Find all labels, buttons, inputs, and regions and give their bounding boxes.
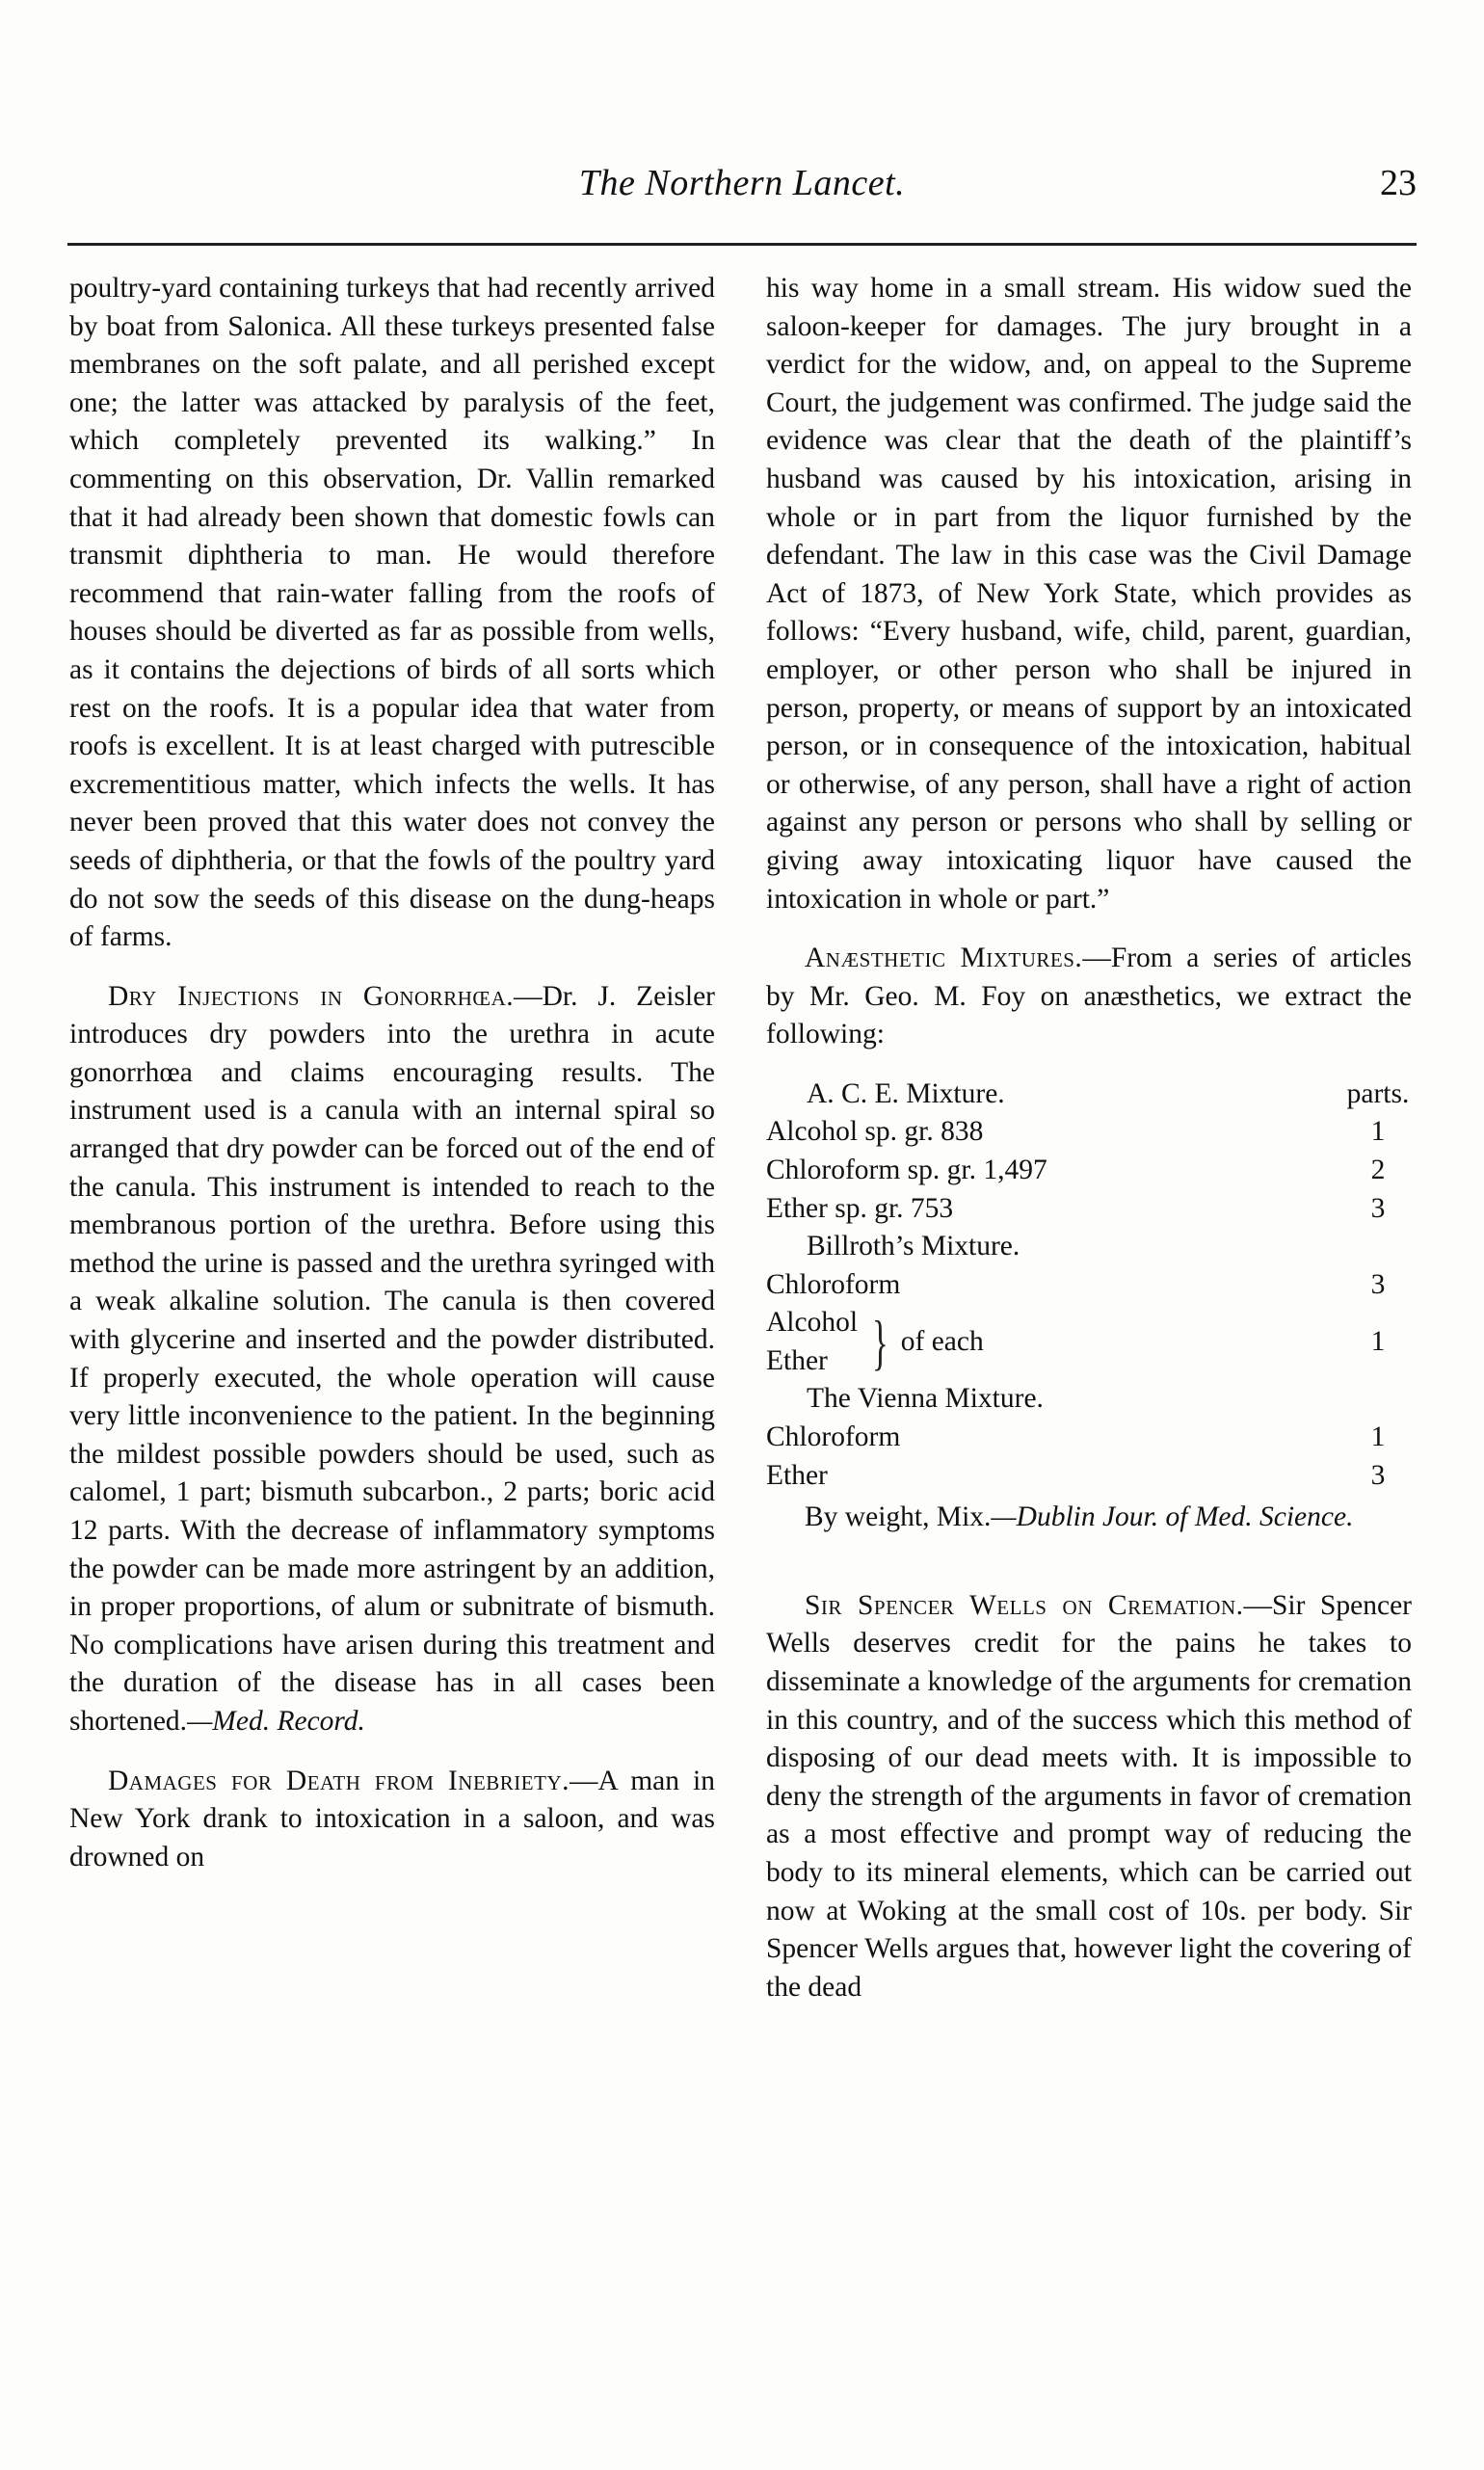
wells-article xyxy=(766,1587,1412,2007)
table-row xyxy=(766,1076,1412,1114)
right-column xyxy=(766,270,1412,2028)
wells-heading: Sir Spencer Wells on Cremation. xyxy=(805,1589,1244,1621)
table-row xyxy=(766,1190,1412,1229)
ingredient-parts: 3 xyxy=(1370,1459,1386,1491)
of-each-label: of each xyxy=(900,1326,984,1358)
ingredient-parts: 1 xyxy=(1370,1421,1386,1453)
footnote-source: —Dublin Jour. of Med. Science. xyxy=(991,1501,1354,1533)
damages-body: —A man in New York drank to intoxication in a saloon, and was drowned on xyxy=(69,1765,715,1872)
section-spacer xyxy=(766,1558,1412,1587)
ingredient-parts: 1 xyxy=(1370,1326,1386,1358)
ingredient-name: Ether xyxy=(766,1344,828,1376)
ingredient-name: Alcohol xyxy=(766,1307,859,1339)
anaesthetic-article xyxy=(766,940,1412,1054)
ingredient-name: Alcohol sp. gr. 838 xyxy=(766,1116,984,1148)
table-row xyxy=(766,1113,1412,1152)
damages-continued: his way home in a small stream. His widow sued the saloon-keeper for damages. The jury brought in a verdict for the widow, and, on appeal to the Supreme Court, the judgement was confirmed. The judge said the evidence was clear that the death of the plaintiff’s husband was caused by his intoxication, arising in whole or in part from the liquor furnished by the defendant. The law in this case was the Civil Damage Act of 1873, of New York State, which provides as follows: “Every husband, wife, child, parent, guardian, employer, or other person who shall be injured in person, property, or means of support by an intoxicated person, or in consequence of the intoxication, habitual or otherwise, of any person, shall have a right of action against any person or persons who shall by selling or giving away intoxicating liquor have caused the intoxication in whole or part.” xyxy=(766,273,1412,915)
ace-title: A. C. E. Mixture. xyxy=(807,1077,1005,1109)
running-title: The Northern Lancet. xyxy=(578,163,906,203)
brace-glyph: } xyxy=(871,1307,888,1376)
brace-names xyxy=(766,1304,858,1380)
parts-label: parts. xyxy=(1346,1077,1410,1109)
dry-injections-body: —Dr. J. Zeisler introduces dry powders into the urethra in acute gonorrhœa and claims encouraging results. The instrument used is a canula with an internal spiral so arranged that dry powder can be forced out of the end of the canula. This instrument is intended to reach to the membranous portion of the urethra. Before using this method the urine is passed and the urethra syringed with a weak alkaline solution. The canula is then covered with glycerine and inserted and the powder distributed. If properly executed, the whole operation will cause very little inconvenience to the patient. In the beginning the mildest possible powders should be used, such as calomel, 1 part; bismuth subcarbon., 2 parts; boric acid 12 parts. With the decrease of inflammatory symptoms the powder can be made more astringent by an addition, in proper proportions, of alum or subnitrate of bismuth. No complications have arisen during this treatment and the duration of the disease has in all cases been shortened. xyxy=(69,980,716,1737)
ingredient-name: Chloroform xyxy=(766,1268,901,1300)
anaesthetic-heading: Anæsthetic Mixtures. xyxy=(805,943,1083,974)
continued-paragraph: poultry-yard containing turkeys that had recently arrived by boat from Salonica. All these turkeys presented false membranes on the soft palate, and all perished except one; the latter was attacked by paralysis of the feet, which completely prevented its walking.” In commenting on this observation, Dr. Vallin remarked that it had already been shown that domestic fowls can transmit diphtheria to man. He would therefore recommend that rain-water falling from the roofs of houses should be diverted as far as possible from wells, as it contains the dejections of birds of all sorts which rest on the roofs. It is a popular idea that water from roofs is excellent. It is at least charged with putrescible excrementitious matter, which infects the wells. It has never been proved that this water does not convey the seeds of diphtheria, or that the fowls of the poultry yard do not sow the seeds of this disease on the dung-heaps of farms. xyxy=(69,273,715,953)
table-row xyxy=(766,1304,1412,1380)
damages-heading: Damages for Death from Inebriety. xyxy=(108,1765,570,1796)
ingredient-name: Chloroform xyxy=(766,1421,901,1453)
damages-article xyxy=(69,1763,715,1877)
dry-injections-heading: Dry Injections in Gonorrhœa. xyxy=(108,980,515,1012)
mixtures-footnote xyxy=(766,1499,1412,1537)
table-row xyxy=(766,1457,1412,1496)
dry-injections-article xyxy=(69,978,715,1741)
ingredient-name: Ether xyxy=(766,1459,828,1491)
ingredient-parts: 3 xyxy=(1370,1192,1386,1224)
ingredient-parts: 2 xyxy=(1370,1155,1386,1186)
left-column xyxy=(69,270,715,1898)
table-row xyxy=(766,1380,1412,1419)
mixtures-table xyxy=(766,1076,1412,1495)
footnote-text: By weight, Mix. xyxy=(805,1501,992,1533)
wells-body: —Sir Spencer Wells deserves credit for the pains he takes to disseminate a knowledge of the arguments for cremation in this country, and of the success which this method of disposing of our dead meets with. It is impossible to deny the strength of the arguments in favor of cremation as a most effective and prompt way of reducing the body to its mineral elements, which can be carried out now at Woking at the small cost of 10s. per body. Sir Spencer Wells argues that, however light the covering of the dead xyxy=(766,1589,1412,2003)
table-row xyxy=(766,1152,1412,1190)
ingredient-parts: 3 xyxy=(1370,1268,1386,1300)
page-number: 23 xyxy=(1380,163,1417,203)
header-rule xyxy=(67,243,1417,246)
vienna-title: The Vienna Mixture. xyxy=(807,1383,1044,1415)
page-header xyxy=(67,154,1417,212)
ingredient-name: Chloroform sp. gr. 1,497 xyxy=(766,1155,1047,1186)
ingredient-parts: 1 xyxy=(1370,1116,1386,1148)
anaesthetic-body: —From a series of articles by Mr. Geo. M. Foy on anæsthetics, we extract the following: xyxy=(766,943,1412,1050)
dry-injections-source: —Med. Record. xyxy=(187,1705,365,1737)
table-row xyxy=(766,1228,1412,1266)
billroth-title: Billroth’s Mixture. xyxy=(807,1231,1020,1262)
table-row xyxy=(766,1419,1412,1457)
ingredient-name: Ether sp. gr. 753 xyxy=(766,1192,954,1224)
table-row xyxy=(766,1266,1412,1305)
